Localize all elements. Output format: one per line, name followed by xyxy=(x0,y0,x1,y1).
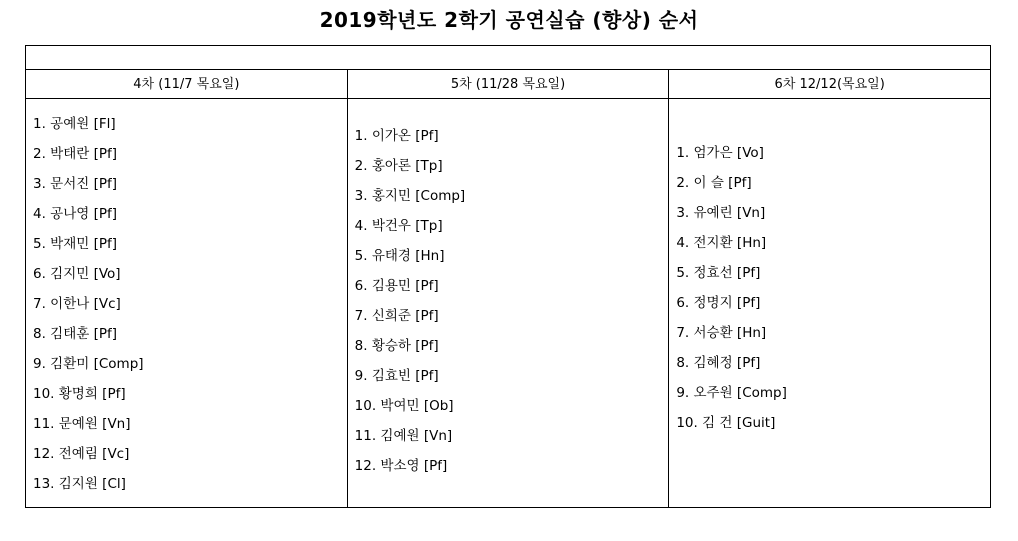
page-title: 2019학년도 2학기 공연실습 (향상) 순서 xyxy=(319,8,699,32)
list-item: 10. 황명희 [Pf] xyxy=(33,386,126,402)
list-item: 9. 오주원 [Comp] xyxy=(676,385,787,401)
list-item: 6. 김지민 [Vo] xyxy=(33,266,121,282)
list-item: 10. 김 건 [Guit] xyxy=(676,415,776,431)
table-columns xyxy=(26,70,990,507)
list-item: 5. 유태경 [Hn] xyxy=(354,248,445,264)
list-item: 7. 이한나 [Vc] xyxy=(33,296,121,312)
list-item: 6. 정명지 [Pf] xyxy=(676,295,761,311)
list-item: 2. 이 슬 [Pf] xyxy=(676,175,752,191)
list-item: 3. 문서진 [Pf] xyxy=(33,176,118,192)
list-item: 5. 박재민 [Pf] xyxy=(33,236,118,252)
column-body xyxy=(348,99,669,507)
list-item: 3. 홍지민 [Comp] xyxy=(354,188,466,204)
list-item: 8. 황승하 [Pf] xyxy=(354,338,439,354)
list-item: 2. 박태란 [Pf] xyxy=(33,146,118,162)
list-item: 8. 김혜정 [Pf] xyxy=(676,355,761,371)
schedule-table xyxy=(25,45,991,508)
list-item: 11. 문예원 [Vn] xyxy=(33,416,131,432)
list-item: 5. 정효선 [Pf] xyxy=(676,265,761,281)
list-item: 12. 전예림 [Vc] xyxy=(33,446,130,462)
list-item: 1. 엄가은 [Vo] xyxy=(676,145,764,161)
column-header: 6차 12/12(목요일) xyxy=(669,70,990,99)
performer-list xyxy=(355,121,669,481)
column-5th-session xyxy=(347,70,669,507)
list-item: 4. 박건우 [Tp] xyxy=(354,218,443,234)
list-item: 10. 박여민 [Ob] xyxy=(354,398,454,414)
list-item: 13. 김지원 [Cl] xyxy=(33,476,126,492)
list-item: 12. 박소영 [Pf] xyxy=(354,458,448,474)
column-header: 5차 (11/28 목요일) xyxy=(348,70,669,99)
table-top-row xyxy=(26,46,990,70)
list-item: 2. 홍아론 [Tp] xyxy=(354,158,443,174)
list-item: 8. 김태훈 [Pf] xyxy=(33,326,118,342)
column-body xyxy=(669,99,990,507)
list-item: 9. 김환미 [Comp] xyxy=(33,356,144,372)
column-body xyxy=(26,99,347,507)
column-4th-session xyxy=(26,70,347,507)
list-item: 3. 유예린 [Vn] xyxy=(676,205,766,221)
list-item: 4. 전지환 [Hn] xyxy=(676,235,767,251)
list-item: 11. 김예원 [Vn] xyxy=(354,428,453,444)
list-item: 7. 신희준 [Pf] xyxy=(354,308,439,324)
performer-list xyxy=(33,109,347,499)
list-item: 1. 이가온 [Pf] xyxy=(354,128,439,144)
column-6th-session xyxy=(668,70,990,507)
column-header: 4차 (11/7 목요일) xyxy=(26,70,347,99)
list-item: 4. 공나영 [Pf] xyxy=(33,206,118,222)
list-item: 1. 공예원 [Fl] xyxy=(33,116,116,132)
list-item: 6. 김용민 [Pf] xyxy=(354,278,439,294)
performer-list xyxy=(676,138,990,438)
list-item: 7. 서승환 [Hn] xyxy=(676,325,767,341)
list-item: 9. 김효빈 [Pf] xyxy=(354,368,439,384)
